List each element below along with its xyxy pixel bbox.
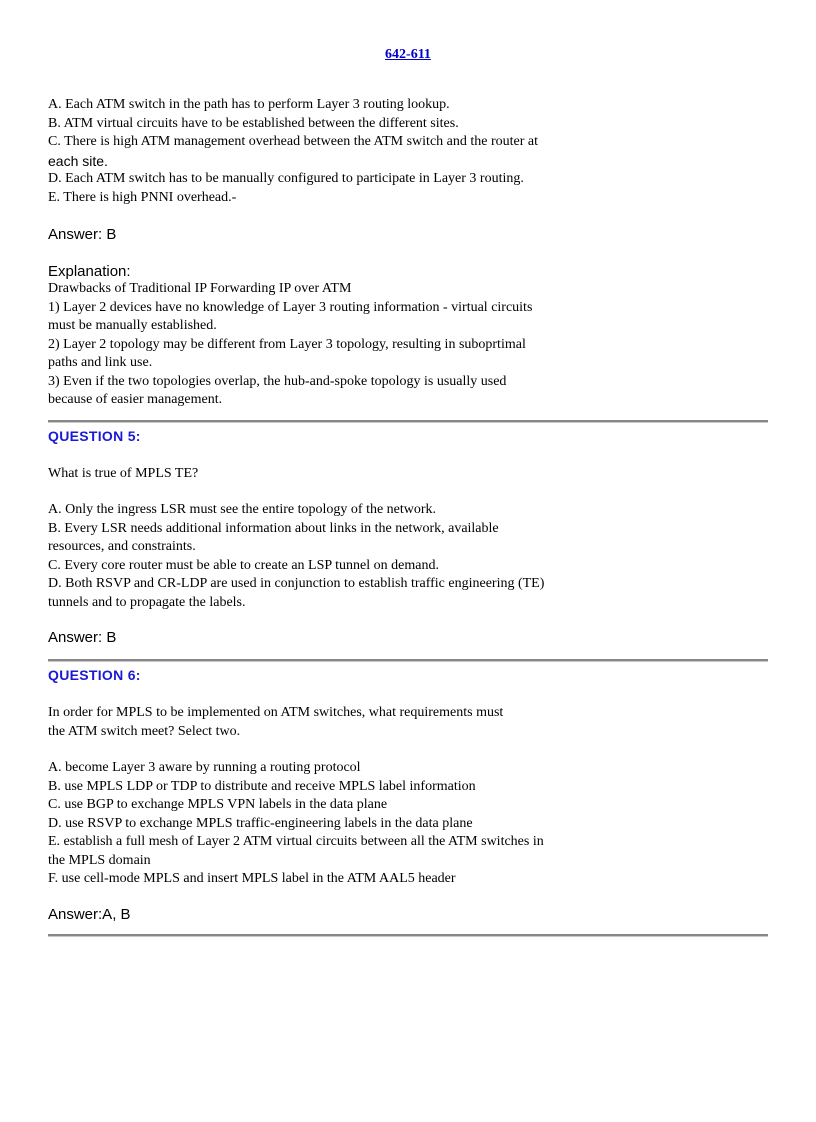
q5-title: QUESTION 5: [48, 428, 141, 444]
q5-option-a: A. Only the ingress LSR must see the entire topology of the network. [48, 502, 437, 517]
q5-option-c: C. Every core router must be able to create an LSP tunnel on demand. [48, 557, 439, 573]
q5-options [48, 501, 768, 612]
section-divider [48, 934, 768, 937]
explanation-line: Drawbacks of Traditional IP Forwarding IP over ATM [48, 281, 352, 296]
explanation-line: 3) Even if the two topologies overlap, the hub-and-spoke topology is usually used [48, 373, 507, 389]
q5-question: What is true of MPLS TE? [48, 466, 199, 481]
q6-question [48, 704, 768, 741]
q6-options [48, 759, 768, 889]
explanation-line: because of easier management. [48, 392, 223, 407]
q5-option-b: B. Every LSR needs additional information about links in the network, available [48, 520, 499, 536]
q6-option-f: F. use cell-mode MPLS and insert MPLS label in the ATM AAL5 header [48, 871, 456, 886]
section-divider [48, 659, 768, 662]
q6-title: QUESTION 6: [48, 667, 141, 683]
explanation-line: must be manually established. [48, 318, 217, 333]
q6-question-line: the ATM switch meet? Select two. [48, 723, 241, 739]
q6-option-d: D. use RSVP to exchange MPLS traffic-engineering labels in the data plane [48, 815, 473, 831]
exam-code-link[interactable]: 642-611 [385, 47, 431, 62]
q6-option-a: A. become Layer 3 aware by running a routing protocol [48, 760, 361, 775]
explanation-line: 2) Layer 2 topology may be different from Layer 3 topology, resulting in suboprtimal [48, 336, 526, 352]
q5-option-d-cont: tunnels and to propagate the labels. [48, 594, 246, 610]
q4-explanation-label: Explanation: [48, 263, 131, 280]
q4-option-e: E. There is high PNNI overhead.- [48, 189, 237, 205]
q6-option-c: C. use BGP to exchange MPLS VPN labels in the data plane [48, 797, 388, 812]
q4-options [48, 96, 768, 207]
q4-answer: Answer: B [48, 226, 117, 243]
q6-answer: Answer:A, B [48, 906, 131, 923]
q4-option-b: B. ATM virtual circuits have to be established between the different sites. [48, 115, 459, 131]
q5-option-b-cont: resources, and constraints. [48, 539, 196, 554]
q6-option-b: B. use MPLS LDP or TDP to distribute and receive MPLS label information [48, 778, 476, 794]
q5-option-d: D. Both RSVP and CR-LDP are used in conjunction to establish traffic engineering (TE) [48, 576, 545, 591]
q6-option-e-cont: the MPLS domain [48, 852, 151, 868]
q4-option-d: D. Each ATM switch has to be manually configured to participate in Layer 3 routing. [48, 171, 524, 186]
q6-question-line: In order for MPLS to be implemented on ATM switches, what requirements must [48, 705, 504, 720]
explanation-line: 1) Layer 2 devices have no knowledge of Layer 3 routing information - virtual circuits [48, 299, 533, 315]
q4-option-c-cont: each site. [48, 152, 108, 169]
q4-explanation [48, 280, 768, 410]
section-divider [48, 420, 768, 423]
q4-option-c: C. There is high ATM management overhead between the ATM switch and the router at [48, 134, 538, 149]
q6-option-e: E. establish a full mesh of Layer 2 ATM virtual circuits between all the ATM switches in [48, 834, 544, 849]
q5-answer: Answer: B [48, 629, 117, 646]
q4-option-a: A. Each ATM switch in the path has to perform Layer 3 routing lookup. [48, 97, 450, 112]
explanation-line: paths and link use. [48, 355, 153, 370]
